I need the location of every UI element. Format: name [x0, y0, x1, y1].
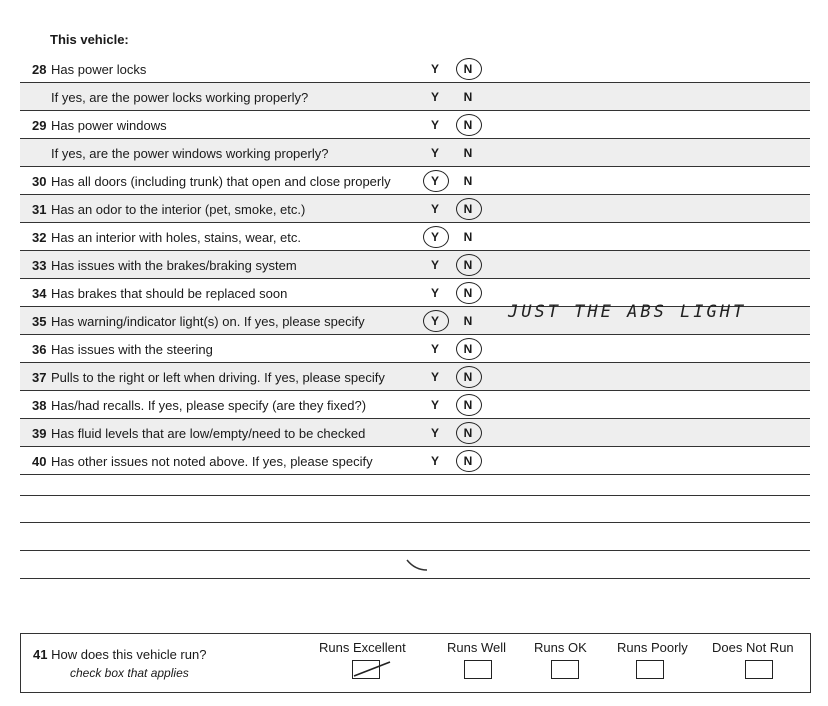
question-row	[20, 55, 810, 83]
question-row	[20, 391, 810, 419]
no-option[interactable]: N	[463, 230, 473, 244]
no-circle-mark	[456, 114, 482, 136]
no-circle-mark	[456, 450, 482, 472]
question-number: 32	[32, 230, 47, 245]
no-option[interactable]: N	[463, 342, 473, 356]
checkbox-runs-well[interactable]	[464, 660, 492, 679]
no-option[interactable]: N	[463, 62, 473, 76]
no-option[interactable]: N	[463, 174, 473, 188]
question-text: Has all doors (including trunk) that open and close properly	[51, 174, 391, 189]
yes-option[interactable]: Y	[430, 118, 439, 132]
yes-option[interactable]: Y	[430, 314, 439, 328]
row-underline	[20, 474, 810, 475]
stray-checkmark	[405, 556, 429, 574]
checkbox-runs-poorly[interactable]	[636, 660, 664, 679]
no-circle-mark	[456, 58, 482, 80]
yes-option[interactable]: Y	[430, 342, 439, 356]
yes-option[interactable]: Y	[430, 370, 439, 384]
question-row	[20, 167, 810, 195]
question-row	[20, 251, 810, 279]
option-runs-poorly: Runs Poorly	[617, 640, 688, 655]
question-row	[20, 335, 810, 363]
yes-option[interactable]: Y	[430, 258, 439, 272]
section-title: This vehicle:	[50, 32, 129, 47]
question-text: Has warning/indicator light(s) on. If yes, please specify	[51, 314, 365, 329]
no-circle-mark	[456, 394, 482, 416]
question-text: Has/had recalls. If yes, please specify (are they fixed?)	[51, 398, 367, 413]
no-option[interactable]: N	[463, 454, 473, 468]
yes-option[interactable]: Y	[430, 174, 439, 188]
run-question-hint: check box that applies	[70, 666, 189, 680]
question-number: 34	[32, 286, 47, 301]
run-question-text: How does this vehicle run?	[51, 647, 207, 662]
option-runs-well: Runs Well	[447, 640, 507, 655]
no-option[interactable]: N	[463, 314, 473, 328]
question-row	[20, 139, 810, 167]
question-text: Has power locks	[51, 62, 147, 77]
question-text: Has power windows	[51, 118, 167, 133]
yes-circle-mark	[423, 170, 449, 192]
no-circle-mark	[456, 422, 482, 444]
yes-circle-mark	[423, 310, 449, 332]
no-option[interactable]: N	[463, 258, 473, 272]
no-option[interactable]: N	[463, 370, 473, 384]
question-row	[20, 363, 810, 391]
question-number: 30	[32, 174, 47, 189]
question-number: 38	[32, 398, 47, 413]
yes-option[interactable]: Y	[430, 286, 439, 300]
question-text: Pulls to the right or left when driving. If yes, please specify	[51, 370, 385, 385]
question-number: 39	[32, 426, 47, 441]
question-text: If yes, are the power windows working properly?	[51, 146, 329, 161]
yes-option[interactable]: Y	[430, 146, 439, 160]
no-circle-mark	[456, 198, 482, 220]
check-mark-icon	[350, 656, 396, 682]
question-row	[20, 195, 810, 223]
question-text: Has an odor to the interior (pet, smoke, etc.)	[51, 202, 306, 217]
question-row	[20, 223, 810, 251]
no-option[interactable]: N	[463, 118, 473, 132]
blank-line-2	[20, 522, 810, 523]
option-runs-excellent: Runs Excellent	[319, 640, 406, 655]
question-row	[20, 447, 810, 475]
question-text: Has issues with the brakes/braking system	[51, 258, 297, 273]
run-question-box	[20, 633, 811, 693]
question-number: 37	[32, 370, 47, 385]
checkbox-does-not-run[interactable]	[745, 660, 773, 679]
question-row	[20, 111, 810, 139]
no-circle-mark	[456, 366, 482, 388]
no-option[interactable]: N	[463, 426, 473, 440]
question-number: 33	[32, 258, 47, 273]
yes-option[interactable]: Y	[430, 62, 439, 76]
yes-option[interactable]: Y	[430, 90, 439, 104]
no-circle-mark	[456, 282, 482, 304]
question-number: 29	[32, 118, 47, 133]
no-option[interactable]: N	[463, 146, 473, 160]
yes-option[interactable]: Y	[430, 230, 439, 244]
run-question	[33, 647, 206, 662]
question-number: 35	[32, 314, 47, 329]
no-option[interactable]: N	[463, 202, 473, 216]
checkbox-runs-ok[interactable]	[551, 660, 579, 679]
no-circle-mark	[456, 338, 482, 360]
blank-line-3	[20, 550, 810, 551]
no-circle-mark	[456, 254, 482, 276]
question-number: 31	[32, 202, 47, 217]
yes-circle-mark	[423, 226, 449, 248]
yes-option[interactable]: Y	[430, 398, 439, 412]
run-question-number: 41	[33, 647, 48, 662]
question-text: Has other issues not noted above. If yes, please specify	[51, 454, 373, 469]
blank-line-1	[20, 495, 810, 496]
no-option[interactable]: N	[463, 90, 473, 104]
question-row	[20, 83, 810, 111]
option-runs-ok: Runs OK	[534, 640, 587, 655]
no-option[interactable]: N	[463, 398, 473, 412]
question-text: Has issues with the steering	[51, 342, 213, 357]
handwritten-note: JUST THE ABS LIGHT	[508, 302, 747, 322]
question-text: Has brakes that should be replaced soon	[51, 286, 288, 301]
question-row	[20, 419, 810, 447]
question-text: Has fluid levels that are low/empty/need to be checked	[51, 426, 366, 441]
yes-option[interactable]: Y	[430, 454, 439, 468]
yes-option[interactable]: Y	[430, 202, 439, 216]
yes-option[interactable]: Y	[430, 426, 439, 440]
question-number: 40	[32, 454, 47, 469]
no-option[interactable]: N	[463, 286, 473, 300]
blank-line-4	[20, 578, 810, 579]
question-text: Has an interior with holes, stains, wear, etc.	[51, 230, 302, 245]
question-text: If yes, are the power locks working properly?	[51, 90, 309, 105]
question-number: 36	[32, 342, 47, 357]
question-number: 28	[32, 62, 47, 77]
option-does-not-run: Does Not Run	[712, 640, 794, 655]
